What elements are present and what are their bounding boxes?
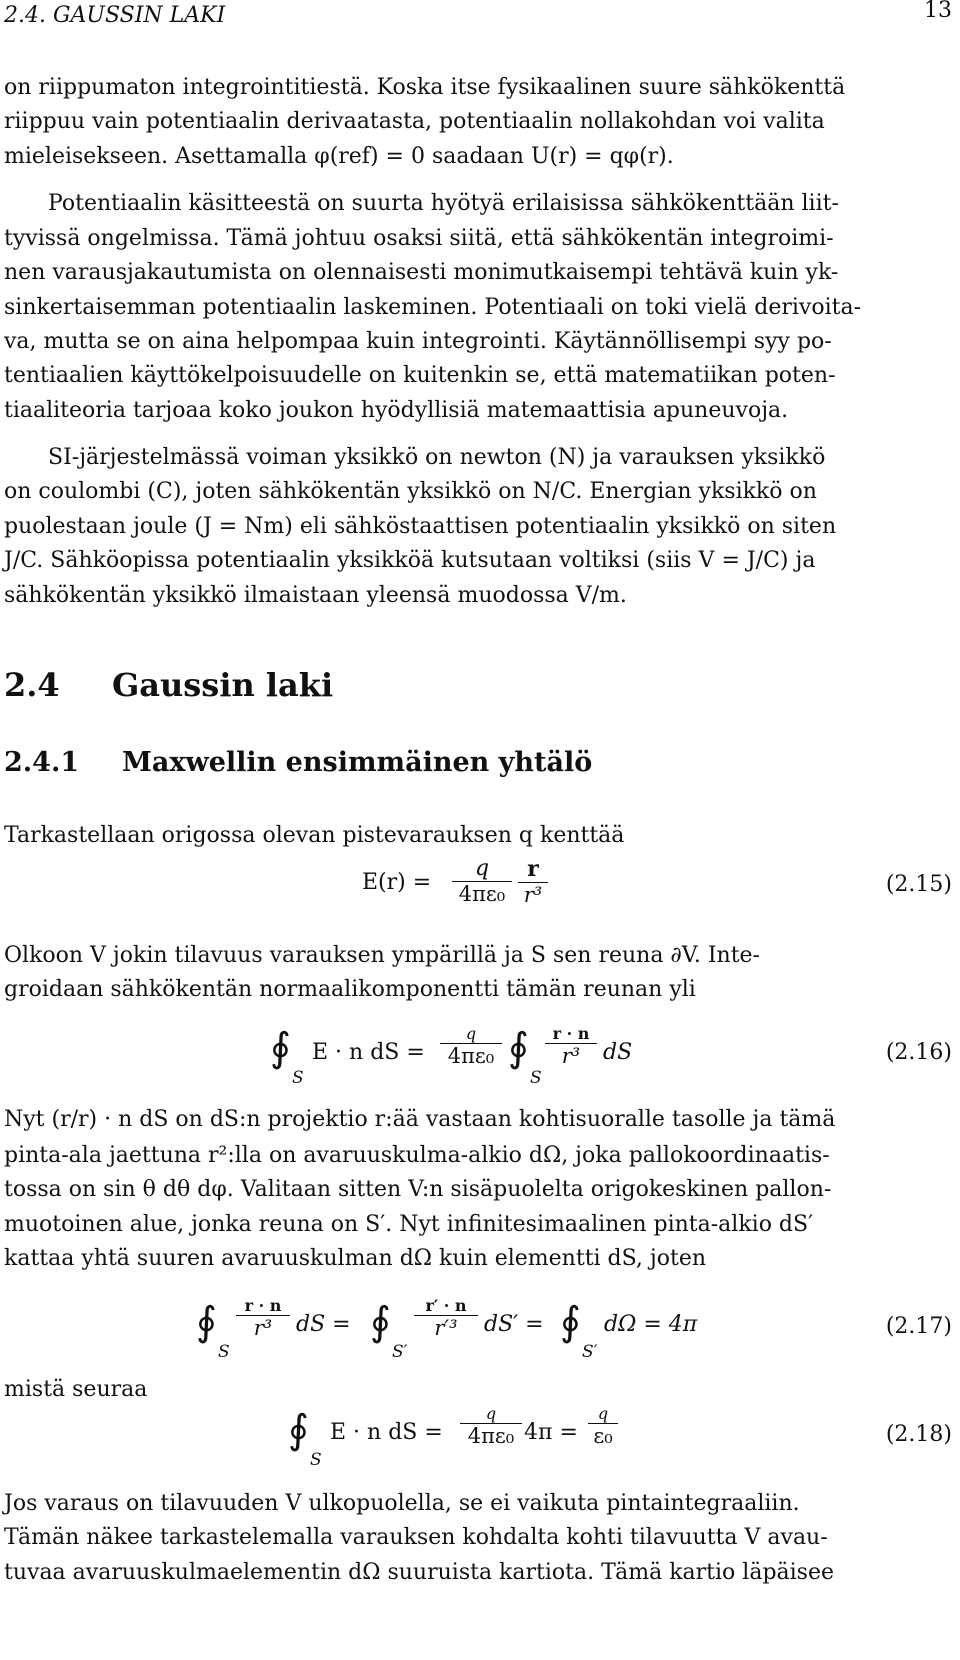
para1-line1: on riippumaton integrointitiestä. Koska itse fysikaalinen suure sähkökenttä <box>4 75 846 100</box>
para6-line4: muotoinen alue, jonka reuna on S′. Nyt infinitesimaalinen pinta-alkio dS′ <box>4 1212 814 1237</box>
eq216-den1: 4πε₀ <box>447 1044 495 1068</box>
eq217-contour-integral-icon-3: ∮ <box>560 1299 581 1345</box>
eq218-frac2 <box>588 1404 618 1448</box>
eq216-frac2 <box>545 1024 597 1068</box>
para2-line5: va, mutta se on aina helpompaa kuin integrointi. Käytännöllisempi syy po- <box>4 329 832 354</box>
para5-line2: groidaan sähkökentän normaalikomponentti tämän reunan yli <box>4 977 696 1002</box>
eq216-tail: dS <box>603 1040 633 1065</box>
eq217-sub3: S′ <box>582 1342 598 1362</box>
para5-line1: Olkoon V jokin tilavuus varauksen ympärillä ja S sen reuna ∂V. Inte- <box>4 943 760 968</box>
eq217-sub2: S′ <box>392 1342 408 1362</box>
eq216-den2: r³ <box>561 1044 581 1068</box>
eq217-num1: r · n <box>244 1296 282 1315</box>
para3-line1: SI-järjestelmässä voiman yksikkö on newton (N) ja varauksen yksikkö <box>48 445 826 470</box>
eq217-sub1: S <box>218 1342 230 1362</box>
running-head: 2.4. GAUSSIN LAKI <box>4 3 226 28</box>
section-title: Gaussin laki <box>111 666 334 704</box>
page-number: 13 <box>924 0 952 23</box>
eq215-frac2 <box>518 856 548 907</box>
eq217-tail: dΩ = 4π <box>604 1312 698 1337</box>
para8-line1: Jos varaus on tilavuuden V ulkopuolella, se ei vaikuta pintaintegraaliin. <box>4 1491 800 1516</box>
eq217-den2: r′³ <box>434 1316 458 1340</box>
eq217-den1: r³ <box>253 1316 273 1340</box>
eq218-den2: ε₀ <box>593 1424 613 1448</box>
para2-line2: tyvissä ongelmissa. Tämä johtuu osaksi siitä, että sähkökentän integroimi- <box>4 226 834 251</box>
para3-line5: sähkökentän yksikkö ilmaistaan yleensä muodossa V/m. <box>4 583 627 608</box>
eq218-lhs: E · n dS = <box>330 1420 443 1445</box>
para8-line3: tuvaa avaruuskulmaelementin dΩ suuruista kartiota. Tämä kartio läpäisee <box>4 1560 835 1585</box>
eq218-mid: 4π = <box>524 1420 578 1445</box>
eq218-frac1 <box>460 1404 522 1448</box>
eq217-contour-integral-icon-2: ∮ <box>370 1299 391 1345</box>
section-number: 2.4 <box>4 666 60 704</box>
subsection-title: Maxwellin ensimmäinen yhtälö <box>121 747 593 778</box>
eq218-contour-integral-icon: ∮ <box>288 1407 309 1453</box>
eq216-num2: r · n <box>552 1024 590 1043</box>
eq215-num2: r <box>527 856 539 882</box>
eq217-mid1: dS = <box>296 1312 351 1337</box>
eq217-contour-integral-icon-1: ∮ <box>196 1299 217 1345</box>
para1-line2: riippuu vain potentiaalin derivaatasta, potentiaalin nollakohdan voi valita <box>4 109 825 134</box>
eq216-contour-integral-icon-2: ∮ <box>508 1025 529 1071</box>
eq218-den1: 4πε₀ <box>467 1424 515 1448</box>
subsection-number: 2.4.1 <box>4 747 80 778</box>
eq217-num2: r′ · n <box>425 1296 467 1315</box>
eq216-num1: q <box>465 1024 477 1043</box>
para3-line2: on coulombi (C), joten sähkökentän yksikkö on N/C. Energian yksikkö on <box>4 479 817 504</box>
eq215-den2: r³ <box>523 883 543 907</box>
para2-line4: sinkertaisemman potentiaalin laskeminen. Potentiaali on toki vielä derivoita- <box>4 295 862 320</box>
para3-line3: puolestaan joule (J = Nm) eli sähköstaattisen potentiaalin yksikkö on siten <box>4 514 837 539</box>
para2-line6: tentiaalien käyttökelpoisuudelle on kuitenkin se, että matematiikan poten- <box>4 363 836 388</box>
para3-line4: J/C. Sähköopissa potentiaalin yksikköä kutsutaan voltiksi (siis V = J/C) ja <box>4 548 816 573</box>
eq218-num1: q <box>485 1404 497 1423</box>
para6-line2: pinta-ala jaettuna r²:lla on avaruuskulma-alkio dΩ, joka pallokoordinaatis- <box>4 1143 830 1168</box>
eq216-frac1 <box>440 1024 502 1068</box>
eq217-mid2: dS′ = <box>484 1312 544 1337</box>
para2-line1: Potentiaalin käsitteestä on suurta hyötyä erilaisissa sähkökenttään liit- <box>48 191 839 216</box>
eq216-contour-integral-icon: ∮ <box>270 1025 291 1071</box>
eq217-frac1 <box>236 1296 290 1340</box>
eq215-tag: (2.15) <box>885 872 952 897</box>
para6-line5: kattaa yhtä suuren avaruuskulman dΩ kuin elementti dS, joten <box>4 1246 707 1271</box>
eq218-num2: q <box>597 1404 609 1423</box>
para1-line3: mieleisekseen. Asettamalla φ(ref) = 0 saadaan U(r) = qφ(r). <box>4 144 674 169</box>
para8-line2: Tämän näkee tarkastelemalla varauksen kohdalta kohti tilavuutta V avau- <box>4 1525 828 1550</box>
eq217-frac2 <box>414 1296 478 1340</box>
eq215-frac1 <box>452 856 512 906</box>
section-heading <box>4 668 333 703</box>
para6-line1: Nyt (r/r) · n dS on dS:n projektio r:ää vastaan kohtisuoralle tasolle ja tämä <box>4 1107 836 1132</box>
para6-line3: tossa on sin θ dθ dφ. Valitaan sitten V:n sisäpuolelta origokeskinen pallon- <box>4 1177 832 1202</box>
para2-line3: nen varausjakautumista on olennaisesti monimutkaisempi tehtävä kuin yk- <box>4 260 839 285</box>
eq218-sub: S <box>310 1450 322 1470</box>
eq215-den1: 4πε₀ <box>458 882 506 906</box>
para4: Tarkastellaan origossa olevan pistevarauksen q kenttää <box>4 823 625 848</box>
para7: mistä seuraa <box>4 1377 148 1402</box>
eq215-num1: q <box>474 856 490 881</box>
subsection-heading <box>4 745 592 780</box>
eq216-tag: (2.16) <box>885 1040 952 1065</box>
eq216-sub: S <box>292 1068 304 1088</box>
para2-line7: tiaaliteoria tarjoaa koko joukon hyödyllisiä matemaattisia apuneuvoja. <box>4 398 789 423</box>
eq216-sub-2: S <box>530 1068 542 1088</box>
eq215-lhs: E(r) = <box>362 870 432 895</box>
eq217-tag: (2.17) <box>885 1314 952 1339</box>
eq218-tag: (2.18) <box>885 1422 952 1447</box>
eq216-lhs: E · n dS = <box>312 1040 425 1065</box>
